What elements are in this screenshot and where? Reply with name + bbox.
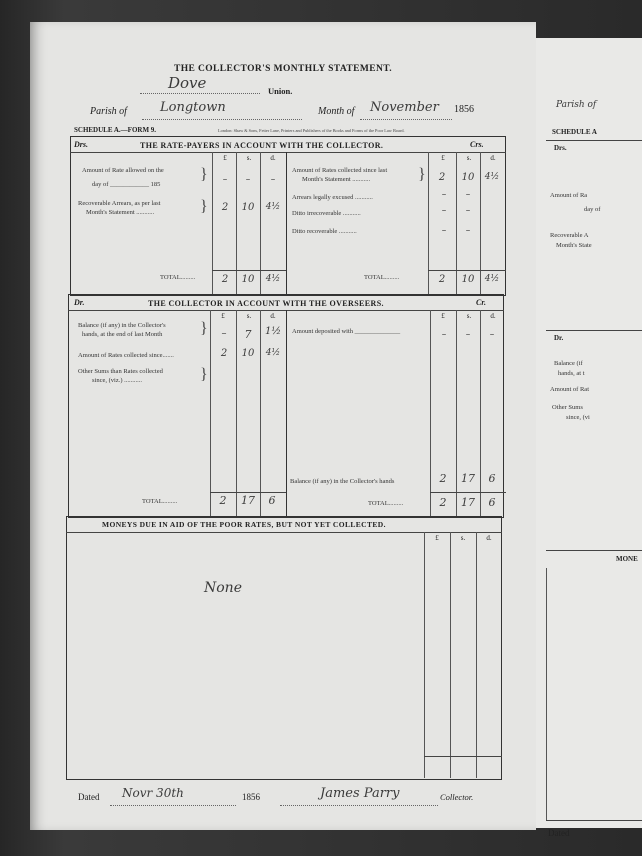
right-rule-4	[546, 820, 642, 821]
s1-left-row2-label2: Month's Statement ...........	[86, 209, 155, 216]
s1-right-row2-s: –	[465, 190, 471, 200]
s2-right-row1-l: –	[441, 330, 447, 340]
dated-label: Dated	[78, 792, 100, 802]
section2-dr: Dr.	[74, 298, 85, 307]
right-months: Month's State	[556, 242, 592, 249]
s1-col-l2	[236, 152, 237, 294]
s1-right-row1-label: Amount of Rates collected since last	[292, 167, 388, 174]
s2-total-right-label: TOTAL.........	[368, 500, 404, 507]
s2-total-right-l: 2	[439, 496, 447, 509]
right-moneys: MONE	[616, 555, 638, 563]
s2-total-right-d: 6	[488, 496, 496, 509]
s3-pence: d.	[486, 534, 492, 542]
s2-left-row1-d: 1½	[264, 326, 282, 337]
s1-left-row2-label: Recoverable Arrears, as per last	[78, 200, 161, 207]
right-facing-page	[536, 38, 642, 838]
s1-right-row2-label: Arrears legally excused ...........	[292, 194, 373, 201]
year: 1856	[454, 104, 474, 115]
s1-right-row3-l: –	[441, 206, 447, 216]
s2-brace-2: }	[200, 366, 208, 383]
s1-total-right-label: TOTAL.........	[364, 274, 400, 281]
s1-right-row4-label: Ditto recoverable ...........	[292, 228, 357, 235]
schedule-label: SCHEDULE A.—FORM 9.	[74, 126, 157, 134]
s2-balance-label: Balance (if any) in the Collector's hands	[290, 478, 395, 485]
right-rule-2	[546, 330, 642, 331]
s1-mid	[286, 152, 287, 294]
right-parish-label: Parish of	[556, 100, 597, 110]
s1-col-r3	[480, 152, 481, 294]
s1-shilling-right: s.	[466, 154, 472, 162]
s2-left-row2-d: 4½	[265, 348, 281, 358]
right-since: since, (vi	[566, 414, 590, 421]
s1-left-row1-s: –	[245, 175, 251, 185]
right-amount-label: Amount of Ra	[550, 192, 588, 199]
s1-header-rule	[70, 152, 506, 153]
s3-col-2	[450, 532, 451, 778]
month-label: Month of	[318, 106, 355, 117]
right-rule-3	[546, 550, 642, 551]
section2-title: THE COLLECTOR IN ACCOUNT WITH THE OVERSEERS.	[148, 299, 384, 308]
s2-right-row1-s: –	[465, 330, 471, 340]
s1-right-row2-l: –	[441, 190, 447, 200]
s3-pound: £	[435, 534, 439, 542]
s2-col-r2	[456, 310, 457, 516]
s1-right-row1-s: 10	[461, 172, 475, 183]
s2-left-row2-l: 2	[220, 348, 228, 359]
s1-right-row3-s: –	[465, 206, 471, 216]
s2-total-left-label: TOTAL.........	[142, 498, 178, 505]
s2-left-total-rule	[210, 492, 286, 493]
union-name: Dove	[168, 74, 207, 92]
s3-col-3	[476, 532, 477, 778]
right-schedule: SCHEDULE A	[552, 128, 597, 136]
s2-shilling-right: s.	[466, 312, 472, 320]
s2-mid	[286, 310, 287, 516]
signature-rule	[280, 804, 438, 806]
s1-col-l1	[212, 152, 213, 294]
s1-right-row1-d: 4½	[484, 172, 500, 182]
s1-right-row4-l: –	[441, 226, 447, 236]
section3-title: MONEYS DUE IN AID OF THE POOR RATES, BUT NOT YET COLLECTED.	[102, 520, 386, 529]
parish-rule	[142, 118, 302, 120]
s1-right-row4-s: –	[465, 226, 471, 236]
parish-label: Parish of	[90, 106, 127, 117]
s1-right-row1-l: 2	[438, 172, 446, 183]
s1-left-row2-d: 4½	[265, 202, 281, 212]
right-hands: hands, at t	[558, 370, 585, 377]
s2-left-row2-label: Amount of Rates collected since.......	[78, 352, 174, 359]
section1-title: THE RATE-PAYERS IN ACCOUNT WITH THE COLLECTOR.	[140, 141, 384, 150]
s2-total-right-s: 17	[461, 496, 475, 509]
month-name: November	[370, 100, 439, 115]
s1-col-r2	[456, 152, 457, 294]
s2-right-total-rule	[430, 492, 506, 493]
s1-pence-right: d.	[490, 154, 496, 162]
s1-right-total-rule	[428, 270, 506, 271]
s1-total-left-l: 2	[221, 274, 229, 285]
s2-brace-1: }	[200, 320, 208, 337]
s1-pound-right: £	[441, 154, 445, 162]
right-amount-rates: Amount of Rat	[550, 386, 589, 393]
s2-pound-right: £	[441, 312, 445, 320]
section2-cr: Cr.	[476, 298, 487, 307]
parish-name: Longtown	[160, 100, 226, 115]
s2-right-row1-d: –	[489, 330, 495, 340]
s2-col-r1	[430, 310, 431, 516]
union-rule	[140, 92, 260, 94]
s2-left-row1-label2: hands, at the end of last Month	[82, 331, 163, 338]
section1-crs: Crs.	[470, 140, 484, 149]
s1-left-row1-l: –	[222, 175, 228, 185]
right-drs: Drs.	[554, 144, 567, 152]
right-recoverable: Recoverable A	[550, 232, 589, 239]
s1-brace-2: }	[200, 198, 208, 215]
s3-col-1	[424, 532, 425, 778]
footer-year: 1856	[242, 792, 260, 802]
s2-shilling-left: s.	[246, 312, 252, 320]
section1-drs: Drs.	[74, 140, 89, 149]
s1-left-row2-l: 2	[221, 202, 229, 213]
section3-box	[66, 516, 502, 780]
signature: James Parry	[320, 786, 400, 801]
s1-right-row3-label: Ditto irrecoverable ...........	[292, 210, 361, 217]
s1-left-row1-d: –	[270, 175, 276, 185]
s2-left-row1-l: –	[221, 328, 227, 339]
dated-rule	[110, 804, 236, 806]
s1-total-right-s: 10	[461, 274, 475, 285]
s2-total-left-s: 17	[241, 494, 255, 507]
s2-balance-l: 2	[439, 472, 447, 485]
s2-col-l2	[236, 310, 237, 516]
page-title: THE COLLECTOR'S MONTHLY STATEMENT.	[173, 64, 393, 74]
s2-total-left-l: 2	[219, 494, 227, 507]
s1-total-right-d: 4½	[484, 274, 500, 284]
s2-pound-left: £	[221, 312, 225, 320]
s3-header-rule	[66, 532, 502, 533]
right-balance: Balance (if	[554, 360, 583, 367]
s1-col-r1	[428, 152, 429, 294]
s2-left-row1-s: 7	[244, 328, 252, 341]
s3-shilling: s.	[460, 534, 466, 542]
s1-brace-1: }	[200, 166, 208, 183]
s1-pence-left: d.	[270, 154, 276, 162]
s2-col-l1	[210, 310, 211, 516]
s1-left-row2-s: 10	[241, 202, 255, 213]
s1-brace-3: }	[418, 166, 426, 183]
right-dated: Dated	[548, 828, 570, 838]
right-other: Other Sums	[552, 404, 583, 411]
s2-left-row1-label: Balance (if any) in the Collector's	[78, 322, 166, 329]
s1-total-right-l: 2	[438, 274, 446, 285]
right-rule-1	[546, 140, 642, 141]
s2-right-row1-label: Amount deposited with ______________	[292, 328, 401, 335]
dated-value: Novr 30th	[122, 786, 184, 800]
publisher-line: London: Shaw & Sons, Fetter Lane, Printers and Publishers of the Books and Forms of the Poor Law Board.	[218, 128, 405, 133]
s1-total-left-d: 4½	[265, 274, 281, 284]
s1-shilling-left: s.	[246, 154, 252, 162]
s1-total-left-s: 10	[241, 274, 255, 285]
s2-left-row3-label: Other Sums than Rates collected	[78, 368, 163, 375]
s1-left-row1-label: Amount of Rate allowed on the	[82, 167, 164, 174]
right-vrule	[546, 568, 547, 820]
s1-left-total-rule	[212, 270, 286, 271]
right-dr: Dr.	[554, 334, 564, 342]
s1-total-left-label: TOTAL.........	[160, 274, 196, 281]
s2-pence-left: d.	[270, 312, 276, 320]
s2-balance-d: 6	[488, 472, 496, 485]
s2-col-r3	[480, 310, 481, 516]
union-label: Union.	[268, 86, 293, 96]
s1-pound-left: £	[223, 154, 227, 162]
s2-left-row2-s: 10	[241, 348, 255, 359]
s1-col-l3	[260, 152, 261, 294]
s1-left-row1-label2: day of ____________ 185	[92, 181, 161, 188]
s2-pence-right: d.	[490, 312, 496, 320]
month-rule	[360, 118, 452, 120]
s2-total-left-d: 6	[268, 494, 276, 507]
s2-col-l3	[260, 310, 261, 516]
ledger-page	[30, 22, 536, 830]
section3-entry: None	[204, 580, 242, 596]
s1-right-row1-label2: Month's Statement ...........	[302, 176, 371, 183]
s3-total-rule	[424, 756, 502, 757]
right-day-label: day of	[584, 206, 601, 213]
s2-balance-s: 17	[461, 472, 475, 485]
s2-left-row3-label2: since, (viz.) ...........	[92, 377, 143, 384]
collector-label: Collector.	[440, 792, 474, 802]
